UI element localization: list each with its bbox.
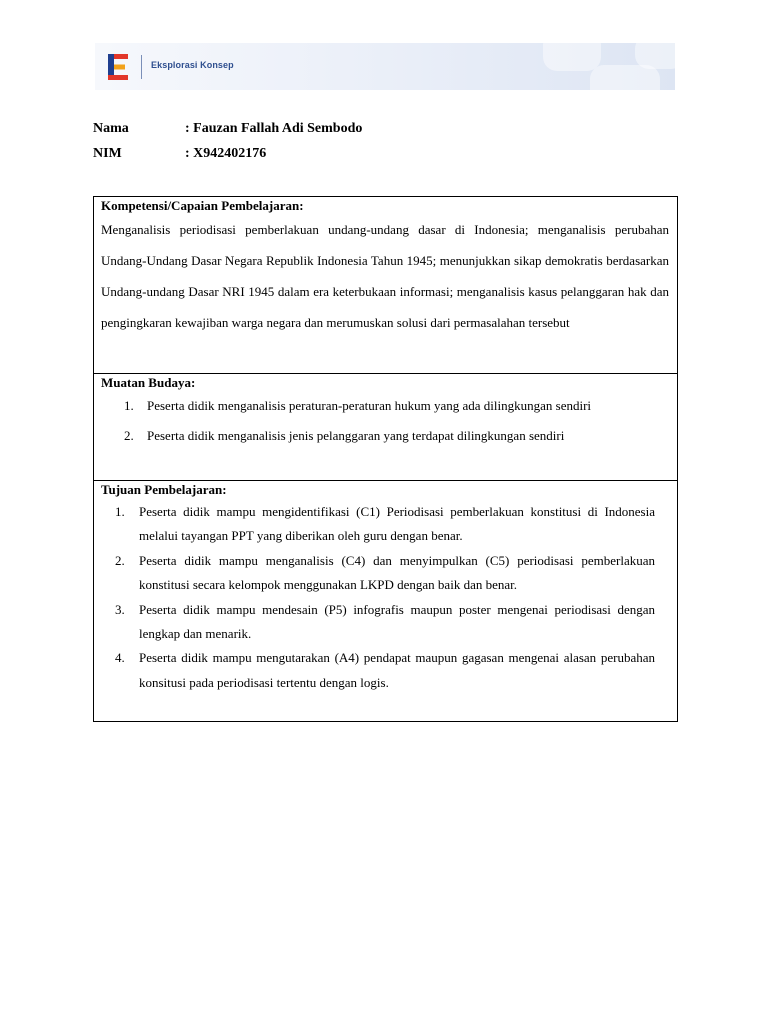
list-item xyxy=(101,398,669,414)
list-item-number: 2. xyxy=(115,552,125,568)
list-item-number: 1. xyxy=(115,504,125,519)
list-item-text: Peserta didik menganalisis peraturan-peraturan hukum yang ada dilingkungan sendiri xyxy=(147,398,592,413)
list-item xyxy=(101,549,669,598)
list-item xyxy=(101,500,669,549)
list-item-text: Peserta didik mampu menganalisis (C4) dan menyimpulkan (C5) periodisasi pemberlakuan konstitusi secara kelompok menggunakan LKPD dengan baik dan benar. xyxy=(139,552,655,593)
logo-icon xyxy=(108,54,130,80)
student-identity xyxy=(93,116,362,166)
list-item xyxy=(101,428,669,444)
tujuan-title: Tujuan Pembelajaran: xyxy=(101,482,227,497)
list-item xyxy=(101,646,669,695)
name-value: : Fauzan Fallah Adi Sembodo xyxy=(185,120,363,136)
logo-text: Eksplorasi Konsep xyxy=(151,60,234,70)
list-item-number: 4. xyxy=(115,650,125,666)
list-item-number: 1. xyxy=(124,398,134,413)
budaya-row xyxy=(94,374,678,481)
banner-decoration xyxy=(543,43,601,71)
budaya-list xyxy=(101,398,669,444)
kompetensi-title: Kompetensi/Capaian Pembelajaran: xyxy=(101,198,304,213)
budaya-title: Muatan Budaya: xyxy=(101,375,196,390)
list-item-text: Peserta didik mampu mengidentifikasi (C1) Periodisasi pemberlakuan konstitusi di Indonesia melalui tayangan PPT yang diberikan oleh guru dengan benar. xyxy=(139,504,655,544)
tujuan-cell xyxy=(94,481,678,722)
logo-divider xyxy=(141,55,142,79)
list-item-text: Peserta didik mampu mendesain (P5) infografis maupun poster mengenai periodisasi dengan lengkap dan menarik. xyxy=(139,601,655,642)
list-item-text: Peserta didik mampu mengutarakan (A4) pendapat maupun gagasan mengenai alasan perubahan konsitusi pada periodisasi tertentu dengan logis. xyxy=(139,650,655,690)
nim-row xyxy=(93,141,362,166)
name-row xyxy=(93,116,362,141)
banner-decoration xyxy=(635,43,675,69)
budaya-cell xyxy=(94,374,678,481)
nim-label: NIM xyxy=(93,145,122,161)
tujuan-row xyxy=(94,481,678,722)
list-item-number: 2. xyxy=(124,428,134,443)
kompetensi-row xyxy=(94,197,678,374)
kompetensi-cell xyxy=(94,197,678,374)
nim-value: : X942402176 xyxy=(185,145,267,161)
list-item xyxy=(101,598,669,647)
list-item-text: Peserta didik menganalisis jenis pelanggaran yang terdapat dilingkungan sendiri xyxy=(147,428,565,443)
list-item-number: 3. xyxy=(115,601,125,617)
kompetensi-body: Menganalisis periodisasi pemberlakuan undang-undang dasar di Indonesia; menganalisis perubahan Undang-Undang Dasar Negara Republik Indonesia Tahun 1945; menunjukkan sikap demokratis berdasarkan Undang-undang Dasar NRI 1945 dalam era keterbukaan informasi; menganalisis kasus pelanggaran hak dan pengingkaran kewajiban warga negara dan merumuskan solusi dari permasalahan tersebut xyxy=(101,222,669,330)
header-banner xyxy=(95,43,675,90)
name-label: Nama xyxy=(93,120,129,136)
tujuan-list xyxy=(101,500,669,695)
learning-objectives-table xyxy=(93,196,678,722)
